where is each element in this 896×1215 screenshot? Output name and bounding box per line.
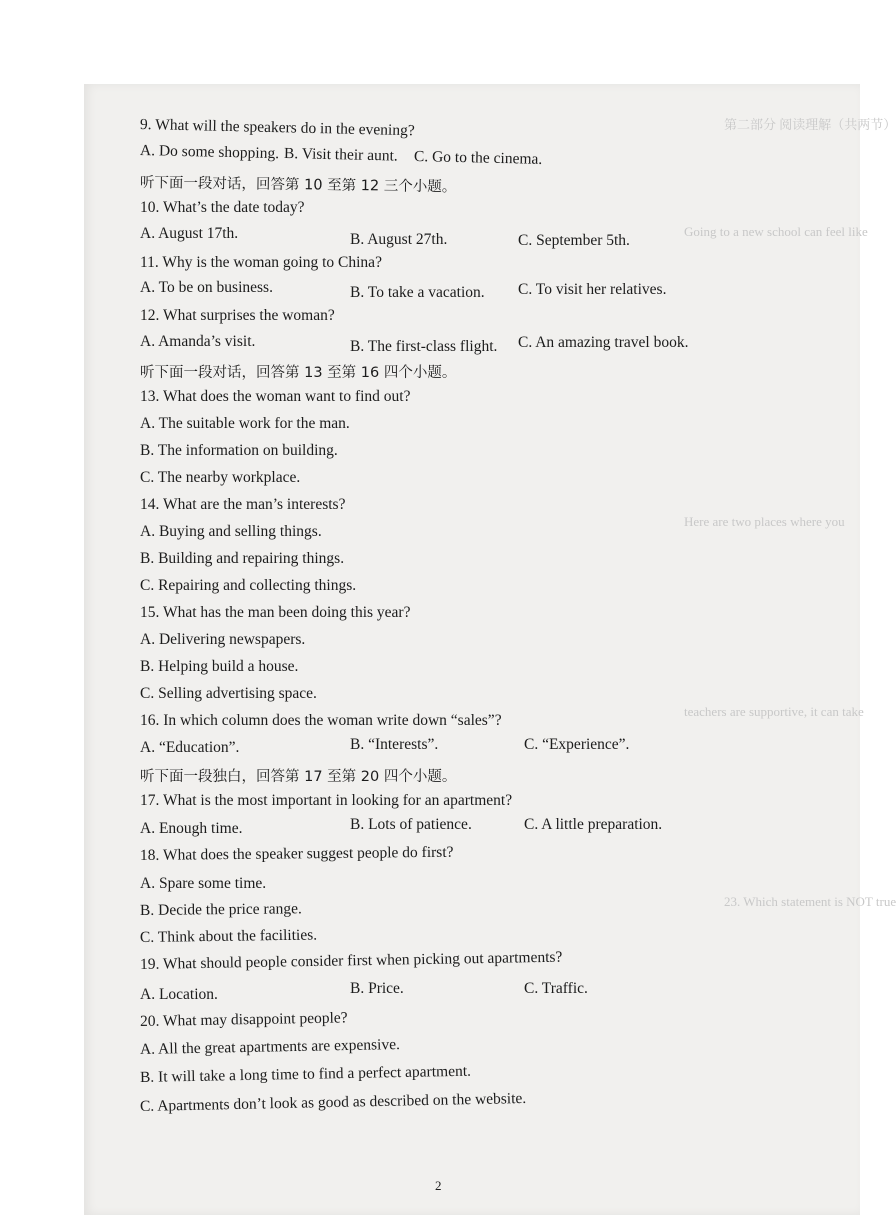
option-17a: A. Enough time. <box>140 820 243 837</box>
question-12: 12. What surprises the woman? <box>140 307 335 324</box>
option-9a: A. Do some shopping. <box>139 142 280 163</box>
page-number: 2 <box>435 1178 442 1193</box>
option-10a: A. August 17th. <box>140 225 239 242</box>
option-18a: A. Spare some time. <box>140 875 267 892</box>
option-9c: C. Go to the cinema. <box>413 148 543 168</box>
option-16b: B. “Interests”. <box>350 736 439 753</box>
option-15b: B. Helping build a house. <box>140 658 299 675</box>
option-19c: C. Traffic. <box>524 980 588 997</box>
option-13c: C. The nearby workplace. <box>140 469 301 486</box>
section-instruction-3: 听下面一段独白，回答第 17 至第 20 四个小题。 <box>140 769 457 785</box>
option-19b: B. Price. <box>350 980 404 997</box>
question-20: 20. What may disappoint people? <box>139 1009 348 1030</box>
question-15: 15. What has the man been doing this year? <box>140 604 411 621</box>
question-14: 14. What are the man’s interests? <box>140 496 346 513</box>
section-instruction-1: 听下面一段对话，回答第 10 至第 12 三个小题。 <box>139 175 457 196</box>
option-13b: B. The information on building. <box>140 442 338 459</box>
option-15c: C. Selling advertising space. <box>140 685 317 702</box>
question-11: 11. Why is the woman going to China? <box>140 254 382 271</box>
option-14a: A. Buying and selling things. <box>140 523 322 540</box>
option-14b: B. Building and repairing things. <box>140 550 345 567</box>
option-16a: A. “Education”. <box>140 739 240 756</box>
option-18c: C. Think about the facilities. <box>139 926 318 946</box>
option-20c: C. Apartments don’t look as good as described on the website. <box>139 1089 527 1115</box>
option-14c: C. Repairing and collecting things. <box>140 577 357 594</box>
exam-page: 第二部分 阅读理解（共两节） Going to a new school can feel like Here are two places where you teachers are supportive, it can take 23. Which statement is NOT true 9. What will the speakers do in the evening? A. Do some shopping. B. Visit their aunt. C. Go to the cinema. 听下面一段对话，回答第 10 至第 12 三个小题。 10. What’s the date today? A. August 17th. B. August 27th. C. September 5th. 11. Why is the woman going to China? A. To be on business. B. To take a vacation. C. To visit her relatives. 12. What surprises the woman? A. Amanda’s visit. B. The first-class flight. C. An amazing travel book. 听下面一段对话，回答第 13 至第 16 四个小题。 13. What does the woman want to find out? A. The suitable work for the man. B. The information on building. C. The nearby workplace. 14. What are the man’s interests? A. Buying and selling things. B. Building and repairing things. C. Repairing and collecting things. 15. What has the man been doing this year? A. Delivering newspapers. B. Helping build a house. C. Selling advertising space. 16. In which column does the woman write down “sales”? A. “Education”. B. “Interests”. C. “Experience”. 听下面一段独白，回答第 17 至第 20 四个小题。 17. What is the most important in looking for an apartment? A. Enough time. B. Lots of patience. C. A little preparation. 18. What does the speaker suggest people do first? A. Spare some time. B. Decide the price range. C. Think about the facilities. 19. What should people consider first when picking out apartments? A. Location. B. Price. C. Traffic. 20. What may disappoint people? A. All the great apartments are expensive. B. It will take a long time to find a perfect apartment. C. Apartments don’t look as good as described on the website. 2 <box>84 84 860 1215</box>
option-17c: C. A little preparation. <box>524 816 663 833</box>
option-11c: C. To visit her relatives. <box>518 281 667 298</box>
option-17b: B. Lots of patience. <box>350 816 472 833</box>
option-20b: B. It will take a long time to find a perfect apartment. <box>139 1062 472 1086</box>
option-20a: A. All the great apartments are expensive. <box>139 1036 401 1058</box>
question-16: 16. In which column does the woman write down “sales”? <box>140 712 502 729</box>
option-13a: A. The suitable work for the man. <box>140 415 350 432</box>
option-10c: C. September 5th. <box>518 232 630 249</box>
option-11b: B. To take a vacation. <box>350 284 485 301</box>
option-12c: C. An amazing travel book. <box>518 334 689 351</box>
section-instruction-2: 听下面一段对话，回答第 13 至第 16 四个小题。 <box>140 365 457 381</box>
option-12a: A. Amanda’s visit. <box>140 333 256 350</box>
option-11a: A. To be on business. <box>140 279 273 296</box>
option-18b: B. Decide the price range. <box>139 900 302 919</box>
question-9: 9. What will the speakers do in the evening? <box>139 116 415 140</box>
option-15a: A. Delivering newspapers. <box>140 631 306 648</box>
option-19a: A. Location. <box>140 986 218 1003</box>
question-18: 18. What does the speaker suggest people do first? <box>139 843 454 864</box>
question-10: 10. What’s the date today? <box>140 199 305 216</box>
option-12b: B. The first-class flight. <box>350 338 498 355</box>
question-13: 13. What does the woman want to find out? <box>140 388 411 405</box>
question-19: 19. What should people consider first when picking out apartments? <box>139 948 563 973</box>
option-10b: B. August 27th. <box>350 231 448 248</box>
option-16c: C. “Experience”. <box>524 736 630 753</box>
question-17: 17. What is the most important in looking for an apartment? <box>140 792 513 809</box>
option-9b: B. Visit their aunt. <box>283 145 398 165</box>
